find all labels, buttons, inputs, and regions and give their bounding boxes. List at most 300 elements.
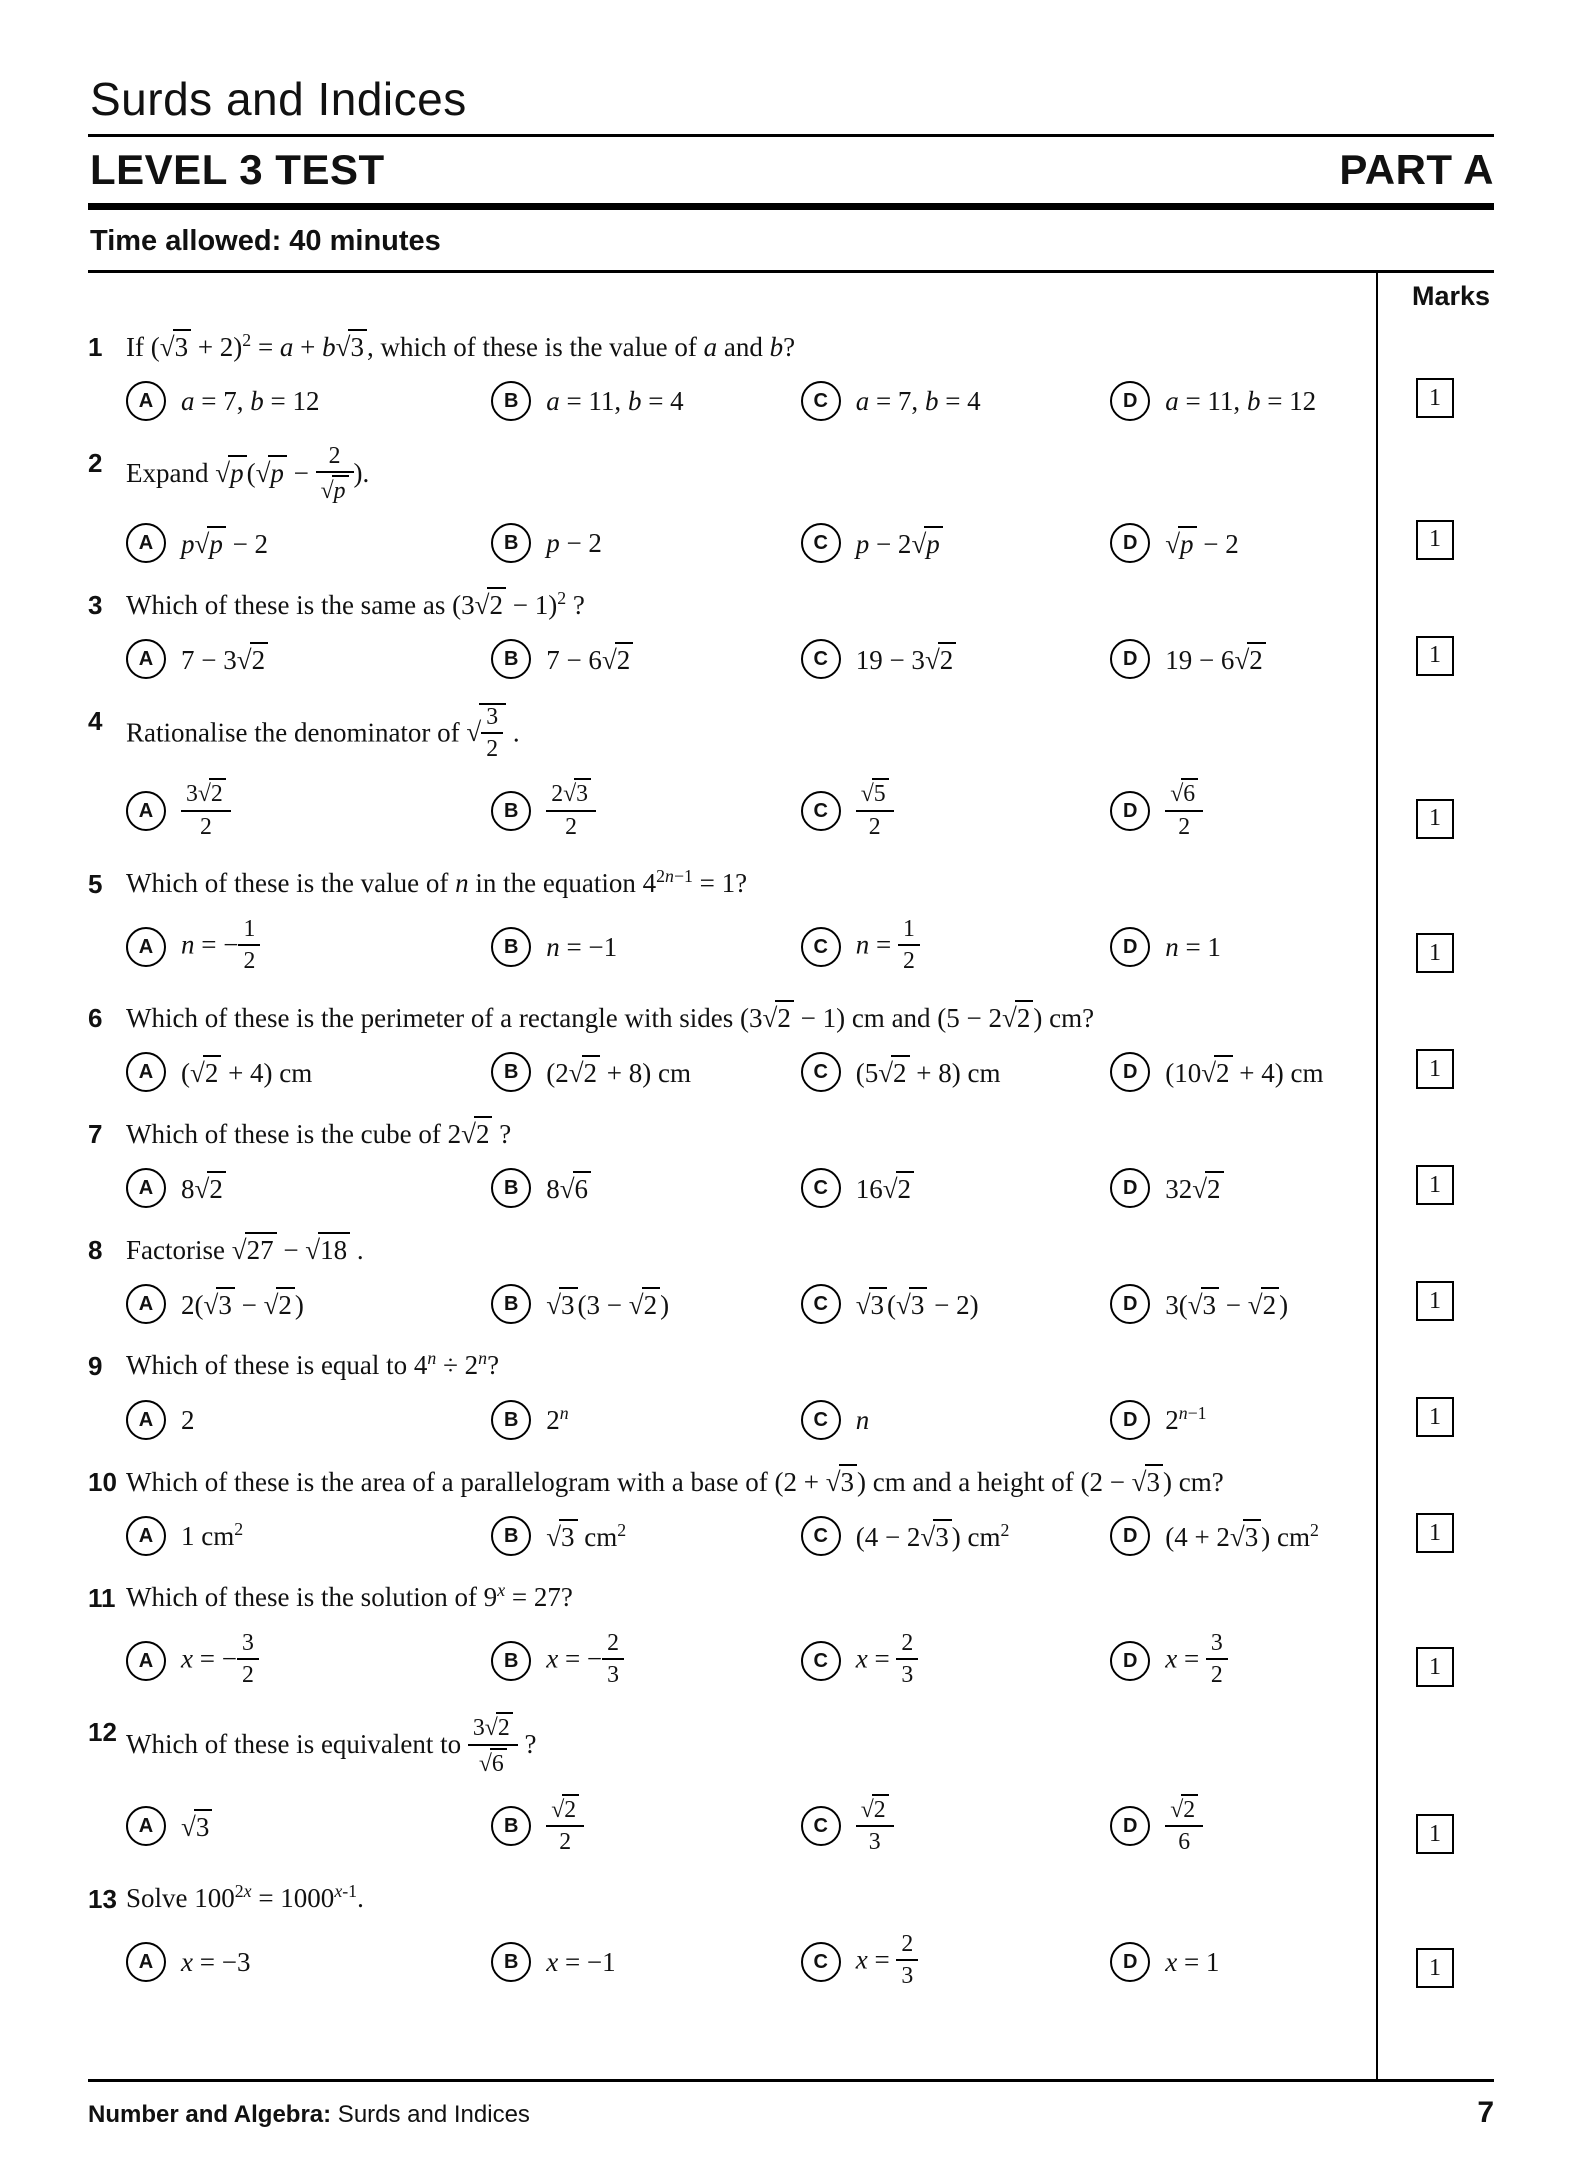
option-text: a = 7, b = 4 (855, 385, 981, 416)
question-row (88, 572, 1494, 688)
question-number: 8 (88, 1235, 103, 1266)
option-letter: D (1122, 1293, 1138, 1316)
question-number: 13 (88, 1884, 117, 1915)
marks-box (1416, 1397, 1454, 1437)
question-stem: Which of these is the area of a parallelogram with a base of (2 + √3 ) cm and a height of (2 − √3 ) cm? (126, 1464, 1364, 1500)
option-text: $\frac{√5}{2}$ (856, 780, 894, 842)
option-letter: C (813, 1293, 828, 1316)
option-letter-circle (491, 639, 531, 679)
question-main (88, 1699, 1376, 1866)
answer-option (126, 523, 491, 563)
option-letter-circle (1110, 927, 1150, 967)
option-letter-circle (1110, 1942, 1150, 1982)
option-letter: B (503, 935, 519, 958)
marks-cell (1376, 688, 1494, 851)
option-text: x = 1 (1165, 1947, 1220, 1977)
option-letter-circle (801, 381, 841, 421)
option-letter: B (503, 1293, 519, 1316)
option-text: x = $\frac{2}{3}$ (856, 1632, 919, 1690)
answer-option (801, 639, 1111, 679)
option-letter: D (1122, 1177, 1138, 1200)
answer-option (491, 1796, 801, 1858)
option-letter: A (138, 531, 154, 554)
question-number: 9 (88, 1351, 103, 1382)
answer-option (126, 915, 491, 976)
option-letter: C (813, 1177, 828, 1200)
option-letter: A (138, 1061, 154, 1084)
option-letter-circle (491, 927, 531, 967)
answer-option (126, 1052, 491, 1092)
answer-option (801, 523, 1111, 563)
option-letter-circle (126, 1516, 166, 1556)
answer-option (801, 1796, 1111, 1858)
option-letter-circle (801, 523, 841, 563)
answer-option (801, 1400, 1111, 1440)
answer-option (491, 1942, 801, 1982)
page-footer (88, 2079, 1494, 2130)
question-main (88, 1217, 1376, 1333)
bottom-filler-row (88, 2000, 1494, 2079)
marks-cell (1376, 1217, 1494, 1333)
footer-section (88, 2101, 530, 2129)
answer-option (1110, 1052, 1364, 1092)
option-letter-circle (126, 927, 166, 967)
options-row (88, 1933, 1364, 1991)
option-letter-circle (1110, 1284, 1150, 1324)
option-letter: D (1122, 1525, 1138, 1548)
marks-box (1416, 1049, 1454, 1089)
option-text: (4 − 2√3 ) $cm^2$ (855, 1520, 1010, 1553)
question-main (88, 1333, 1376, 1449)
marks-header-row (88, 273, 1494, 314)
question-stem-line (88, 866, 1364, 902)
option-text: 19 − 6√2 (1165, 642, 1266, 676)
marks-value: 1 (1429, 526, 1441, 553)
option-letter-circle (1110, 381, 1150, 421)
marks-value: 1 (1429, 642, 1441, 669)
option-text: (2√2 + 8) cm (546, 1055, 691, 1089)
option-letter-circle (491, 1284, 531, 1324)
option-text: $\frac{√2}{6}$ (1165, 1796, 1203, 1858)
question-row (88, 1699, 1494, 1866)
question-number: 1 (88, 332, 103, 362)
options-row (88, 780, 1364, 842)
option-letter: A (138, 935, 154, 958)
question-row (88, 314, 1494, 430)
question-stem: Which of these is the solution of $9^x = 27$? (126, 1580, 573, 1613)
marks-value: 1 (1429, 1287, 1441, 1314)
option-letter-circle (1110, 1806, 1150, 1846)
marks-cell (1376, 1101, 1494, 1217)
test-body (88, 273, 1494, 2079)
option-letter: C (813, 1409, 828, 1432)
marks-cell (1376, 1449, 1494, 1565)
option-text: p − 2√p (856, 526, 943, 560)
option-letter: C (813, 935, 828, 958)
question-main (88, 1866, 1376, 2000)
option-letter-circle (1110, 639, 1150, 679)
options-row (88, 381, 1364, 421)
marks-cell (1376, 1699, 1494, 1866)
option-letter: D (1122, 1409, 1138, 1432)
marks-column-header: Marks (1376, 273, 1494, 314)
option-letter: A (138, 1177, 154, 1200)
option-text: 7 − 6√2 (546, 642, 633, 676)
answer-option (1110, 639, 1364, 679)
answer-option (1110, 1796, 1364, 1858)
option-letter: B (503, 1815, 519, 1838)
option-letter: C (813, 1650, 828, 1673)
option-text: a = 7, b = 12 (181, 385, 320, 416)
marks-cell (1376, 851, 1494, 985)
question-stem-line (88, 1000, 1364, 1036)
option-text: 19 − 3√2 (856, 642, 957, 676)
option-text: x = −1 (546, 1947, 616, 1977)
option-text: n (855, 1404, 870, 1435)
answer-option (1110, 927, 1364, 967)
answer-option (801, 1284, 1111, 1324)
marks-header-spacer (88, 273, 1376, 314)
option-letter: B (503, 1951, 519, 1974)
answer-option (126, 381, 491, 421)
marks-value: 1 (1429, 805, 1441, 832)
question-row (88, 1101, 1494, 1217)
option-letter-circle (491, 381, 531, 421)
option-letter-circle (126, 791, 166, 831)
option-letter-circle (1110, 791, 1150, 831)
option-text: p√p − 2 (181, 526, 268, 560)
answer-option (801, 1168, 1111, 1208)
question-stem-line (88, 1464, 1364, 1500)
option-text: n = −1 (546, 931, 618, 962)
option-letter-circle (801, 1284, 841, 1324)
option-letter-circle (801, 639, 841, 679)
option-letter-circle (801, 1641, 841, 1681)
answer-option (126, 639, 491, 679)
page-title: Surds and Indices (88, 72, 1494, 137)
option-text: a = 11, b = 4 (546, 385, 684, 416)
question-row (88, 985, 1494, 1101)
option-text: (5√2 + 8) cm (856, 1055, 1001, 1089)
option-letter: A (138, 647, 154, 670)
option-letter: D (1122, 647, 1138, 670)
option-letter-circle (1110, 1641, 1150, 1681)
answer-option (126, 1400, 491, 1440)
option-text: n = − $\frac{1}{2}$ (181, 918, 260, 976)
test-header-row (88, 137, 1494, 210)
option-letter-circle (801, 1052, 841, 1092)
test-part-label: PART A (1339, 146, 1494, 193)
marks-cell (1376, 985, 1494, 1101)
option-letter-circle (491, 1052, 531, 1092)
question-main (88, 1565, 1376, 1699)
option-letter-circle (126, 1052, 166, 1092)
options-row (88, 1632, 1364, 1690)
question-stem: Which of these is the value of n in the equation $4^{2n-1} = 1$? (126, 865, 748, 898)
question-stem: Which of these is the same as $(3√2 - 1)^2$ ? (126, 587, 585, 620)
options-row (88, 1168, 1364, 1208)
option-text: √3 $cm^2$ (546, 1520, 627, 1553)
question-main (88, 314, 1376, 430)
bottom-filler-spacer (88, 2000, 1376, 2079)
answer-option (801, 1933, 1111, 1991)
marks-value: 1 (1429, 1403, 1441, 1430)
marks-cell (1376, 1333, 1494, 1449)
question-main (88, 572, 1376, 688)
question-stem-line (88, 1348, 1364, 1384)
option-letter: A (138, 390, 154, 413)
option-text: $\frac{√2}{2}$ (546, 1796, 584, 1858)
option-letter-circle (1110, 1168, 1150, 1208)
answer-option (491, 1052, 801, 1092)
option-letter: C (813, 1815, 828, 1838)
question-main (88, 1101, 1376, 1217)
answer-option (1110, 1168, 1364, 1208)
marks-value: 1 (1429, 384, 1441, 411)
option-text: (√2 + 4) cm (181, 1055, 312, 1089)
marks-cell (1376, 1565, 1494, 1699)
option-letter: C (813, 1061, 828, 1084)
option-text: √3 (√3 − 2) (856, 1287, 979, 1321)
marks-value: 1 (1429, 939, 1441, 966)
question-number: 5 (88, 868, 103, 899)
option-letter: D (1122, 935, 1138, 958)
option-text: x = − $\frac{2}{3}$ (546, 1632, 624, 1690)
option-text: 3(√3 − √2 ) (1165, 1287, 1288, 1321)
question-stem-line (88, 1116, 1364, 1152)
option-letter-circle (126, 1641, 166, 1681)
answer-option (491, 1632, 801, 1690)
option-text: $\frac{2√3}{2}$ (546, 780, 596, 842)
option-text: x = − $\frac{3}{2}$ (181, 1632, 259, 1690)
question-main (88, 1449, 1376, 1565)
marks-cell (1376, 430, 1494, 572)
option-letter: B (503, 1061, 519, 1084)
option-text: p − 2 (546, 527, 602, 558)
question-row (88, 1333, 1494, 1449)
option-letter: A (138, 800, 154, 823)
marks-value: 1 (1429, 1171, 1441, 1198)
question-row (88, 688, 1494, 851)
option-text: x = $\frac{3}{2}$ (1165, 1632, 1228, 1690)
question-number: 4 (88, 705, 103, 736)
options-row (88, 1796, 1364, 1858)
option-letter: D (1122, 800, 1138, 823)
option-letter-circle (801, 1168, 841, 1208)
option-text: $2^{n-1}$ (1165, 1402, 1207, 1435)
marks-box (1416, 1814, 1454, 1854)
option-letter: D (1122, 390, 1138, 413)
answer-option (801, 915, 1111, 976)
question-stem-line (88, 1881, 1364, 1917)
marks-box (1416, 636, 1454, 676)
option-letter: B (503, 390, 519, 413)
option-letter: C (813, 1951, 828, 1974)
question-row (88, 1866, 1494, 2000)
answer-option (1110, 1516, 1364, 1556)
option-letter: D (1122, 1815, 1138, 1838)
question-stem: Factorise √27 − √18 . (126, 1232, 1364, 1268)
question-stem-line (88, 1714, 1364, 1779)
option-text: √3 (3 − √2 ) (546, 1287, 669, 1321)
question-number: 11 (88, 1583, 116, 1614)
options-row (88, 639, 1364, 679)
options-row (88, 1400, 1364, 1440)
answer-option (801, 1516, 1111, 1556)
marks-box (1416, 933, 1454, 973)
option-text: (4 + 2√3 ) $cm^2$ (1165, 1520, 1319, 1553)
marks-box (1416, 1647, 1454, 1687)
answer-option (801, 780, 1111, 842)
answer-option (126, 1942, 491, 1982)
option-letter-circle (491, 1168, 531, 1208)
question-number: 3 (88, 589, 103, 620)
options-row (88, 523, 1364, 563)
marks-value: 1 (1429, 1954, 1441, 1981)
option-letter-circle (801, 1942, 841, 1982)
marks-column-filler (1376, 2000, 1494, 2079)
question-stem-line (88, 445, 1364, 507)
option-text: 8√2 (181, 1171, 226, 1205)
answer-option (1110, 381, 1364, 421)
option-letter: A (138, 1815, 154, 1838)
option-text: n = $\frac{1}{2}$ (856, 918, 920, 976)
answer-option (491, 1516, 801, 1556)
options-row (88, 1516, 1364, 1556)
question-stem: Rationalise the denominator of √ $\frac{3}{2}$ . (126, 703, 1364, 764)
option-letter: C (813, 1525, 828, 1548)
marks-value: 1 (1429, 1055, 1441, 1082)
options-row (88, 1284, 1364, 1324)
option-text: (10√2 + 4) cm (1165, 1055, 1323, 1089)
option-letter: B (503, 800, 519, 823)
option-letter: B (503, 1409, 519, 1432)
option-letter-circle (1110, 1516, 1150, 1556)
option-letter-circle (126, 1400, 166, 1440)
option-letter: A (138, 1293, 154, 1316)
marks-box (1416, 1165, 1454, 1205)
marks-value: 1 (1429, 1653, 1441, 1680)
option-letter: C (813, 390, 828, 413)
question-stem-line (88, 587, 1364, 623)
marks-value: 1 (1429, 1519, 1441, 1546)
answer-option (126, 1168, 491, 1208)
option-letter: B (503, 647, 519, 670)
option-text: 2(√3 − √2 ) (181, 1287, 304, 1321)
question-main (88, 688, 1376, 851)
marks-box (1416, 1948, 1454, 1988)
marks-cell (1376, 572, 1494, 688)
question-stem: If $(√3 + 2)^2 = a + b√3$ , which of these is the value of a and b? (126, 330, 796, 362)
question-number: 7 (88, 1119, 103, 1150)
question-stem-line (88, 329, 1364, 365)
option-letter: C (813, 531, 828, 554)
time-allowed-label: Time allowed: 40 minutes (88, 210, 1494, 273)
question-row (88, 851, 1494, 985)
answer-option (801, 381, 1111, 421)
question-stem-line (88, 1232, 1364, 1268)
options-row (88, 1052, 1364, 1092)
option-letter-circle (491, 1806, 531, 1846)
option-letter-circle (801, 791, 841, 831)
option-letter-circle (1110, 1052, 1150, 1092)
page-number: 7 (1477, 2096, 1494, 2129)
answer-option (801, 1632, 1111, 1690)
answer-option (491, 523, 801, 563)
marks-box (1416, 1281, 1454, 1321)
answer-option (491, 1400, 801, 1440)
answer-option (126, 1806, 491, 1846)
option-text: 16√2 (856, 1171, 914, 1205)
option-text: $\frac{3√2}{2}$ (181, 780, 231, 842)
question-stem-line (88, 703, 1364, 764)
option-letter-circle (491, 1516, 531, 1556)
option-text: a = 11, b = 12 (1165, 385, 1317, 416)
answer-option (491, 927, 801, 967)
question-row (88, 430, 1494, 572)
questions-list (88, 314, 1494, 2000)
option-letter-circle (491, 1641, 531, 1681)
option-text: √3 (181, 1809, 212, 1843)
option-letter-circle (491, 1400, 531, 1440)
option-letter: C (813, 800, 828, 823)
option-text: 8√6 (546, 1171, 591, 1205)
marks-box (1416, 799, 1454, 839)
option-letter: D (1122, 1951, 1138, 1974)
question-stem: Which of these is the perimeter of a rectangle with sides (3√2 − 1) cm and (5 − 2√2 ) cm? (126, 1000, 1364, 1036)
option-letter: A (138, 1951, 154, 1974)
option-letter-circle (801, 1516, 841, 1556)
option-letter-circle (126, 523, 166, 563)
footer-strand-label: Number and Algebra: (88, 2101, 332, 2128)
option-letter-circle (1110, 523, 1150, 563)
option-letter: A (138, 1650, 154, 1673)
option-letter-circle (801, 1400, 841, 1440)
answer-option (1110, 1400, 1364, 1440)
answer-option (1110, 1632, 1364, 1690)
option-letter-circle (1110, 1400, 1150, 1440)
option-letter-circle (126, 1168, 166, 1208)
question-row (88, 1217, 1494, 1333)
question-main (88, 430, 1376, 572)
question-main (88, 851, 1376, 985)
question-row (88, 1449, 1494, 1565)
option-letter-circle (801, 1806, 841, 1846)
option-text: x = −3 (181, 1947, 251, 1977)
option-text: $\frac{√6}{2}$ (1165, 780, 1203, 842)
answer-option (1110, 780, 1364, 842)
option-letter: B (503, 1177, 519, 1200)
option-text: 2$^n$ (546, 1402, 569, 1435)
option-letter: A (138, 1525, 154, 1548)
option-letter: D (1122, 1650, 1138, 1673)
option-letter-circle (126, 381, 166, 421)
answer-option (126, 1516, 491, 1556)
option-text: 1 $cm^2$ (181, 1519, 244, 1552)
answer-option (491, 381, 801, 421)
question-stem: Solve $100^{2x} = 1000^{x-1}$. (126, 1881, 364, 1914)
option-text: 7 − 3√2 (181, 642, 268, 676)
test-level-label: LEVEL 3 TEST (90, 146, 385, 193)
option-letter-circle (491, 523, 531, 563)
footer-topic-label: Surds and Indices (331, 2101, 530, 2128)
option-letter: B (503, 1650, 519, 1673)
question-stem: Which of these is equivalent to $\frac{3√2}{√6}$ ? (126, 1714, 1364, 1779)
option-text: $\frac{√2}{3}$ (856, 1796, 894, 1858)
options-row (88, 915, 1364, 976)
answer-option (1110, 1942, 1364, 1982)
option-letter-circle (126, 639, 166, 679)
